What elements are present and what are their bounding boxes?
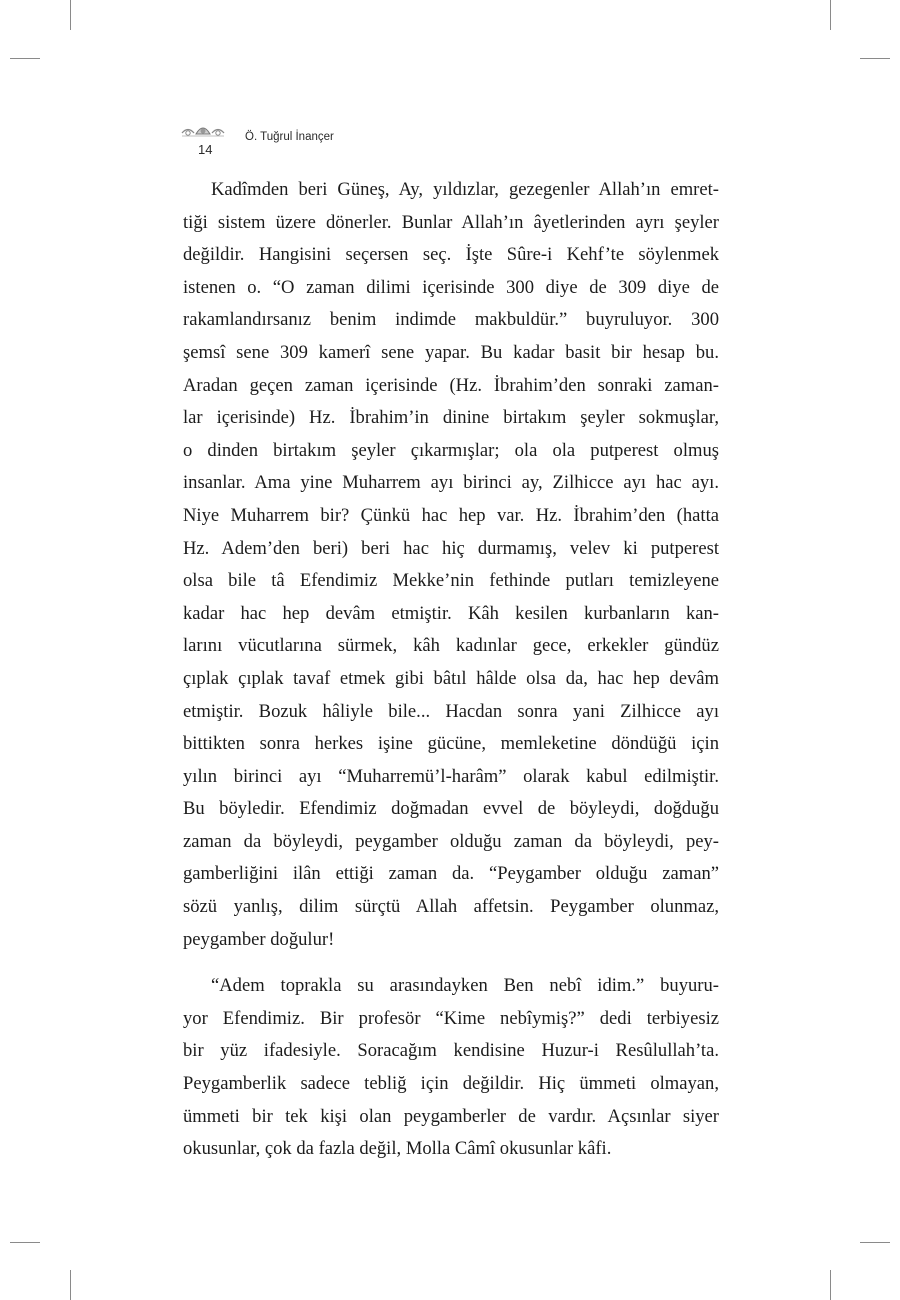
crop-mark-right-bottom (860, 1242, 890, 1243)
text-line: bir yüz ifadesiyle. Soracağım kendisine Huzur-i Resûlullah’ta. (183, 1040, 719, 1062)
lotus-ornament-icon (180, 122, 226, 140)
paragraph (183, 970, 719, 1166)
text-line: zaman da böyleydi, peygamber olduğu zaman da böyleydi, pey- (183, 830, 719, 852)
text-line: Peygamberlik sadece tebliğ için değildir. Hiç ümmeti olmayan, (183, 1073, 719, 1095)
running-header (180, 122, 580, 162)
text-line: ümmeti bir tek kişi olan peygamberler de vardır. Açsınlar siyer (183, 1105, 719, 1127)
text-line: Aradan geçen zaman içerisinde (Hz. İbrahim’den sonraki zaman- (183, 374, 719, 396)
text-line: değildir. Hangisini seçersen seç. İşte Sûre-i Kehf’te söylenmek (183, 244, 719, 266)
text-line: yor Efendimiz. Bir profesör “Kime nebîymiş?” dedi terbiyesiz (183, 1007, 719, 1029)
paragraph (183, 174, 719, 956)
crop-mark-top-left (70, 0, 71, 30)
text-line: bittikten sonra herkes işine gücüne, memleketine döndüğü için (183, 733, 719, 755)
body-text (183, 174, 719, 1166)
crop-mark-left-bottom (10, 1242, 40, 1243)
page-number: 14 (198, 142, 213, 157)
text-line: tiği sistem üzere dönerler. Bunlar Allah’ın âyetlerinden ayrı şeyler (183, 211, 719, 233)
text-line: gamberliğini ilân ettiği zaman da. “Peygamber olduğu zaman” (183, 863, 719, 885)
text-line: Niye Muharrem bir? Çünkü hac hep var. Hz. İbrahim’den (hatta (183, 504, 719, 526)
text-line: yılın birinci ayı “Muharremü’l-harâm” olarak kabul edilmiştir. (183, 765, 719, 787)
text-line: rakamlandırsanız benim indimde makbuldür.” buyruluyor. 300 (183, 309, 719, 331)
crop-mark-top-right (830, 0, 831, 30)
text-line: okusunlar, çok da fazla değil, Molla Câmî okusunlar kâfi. (183, 1138, 612, 1160)
text-line: insanlar. Ama yine Muharrem ayı birinci ay, Zilhicce ayı hac ayı. (183, 472, 719, 494)
text-line: istenen o. “O zaman dilimi içerisinde 300 diye de 309 diye de (183, 276, 719, 298)
text-line: kadar hac hep devâm etmiştir. Kâh kesilen kurbanların kan- (183, 602, 719, 624)
text-line: çıplak çıplak tavaf etmek gibi bâtıl hâlde olsa da, hac hep devâm (183, 667, 719, 689)
crop-mark-bottom-left (70, 1270, 71, 1300)
text-line: Kadîmden beri Güneş, Ay, yıldızlar, gezegenler Allah’ın emret- (211, 179, 719, 200)
text-line: Bu böyledir. Efendimiz doğmadan evvel de böyleydi, doğduğu (183, 798, 719, 820)
text-line: “Adem toprakla su arasındayken Ben nebî idim.” buyuru- (211, 975, 719, 997)
text-line: o dinden birtakım şeyler çıkarmışlar; ola ola putperest olmuş (183, 439, 719, 461)
crop-mark-bottom-right (830, 1270, 831, 1300)
text-line: Hz. Adem’den beri) beri hac hiç durmamış, velev ki putperest (183, 537, 719, 559)
text-line: şemsî sene 309 kamerî sene yapar. Bu kadar basit bir hesap bu. (183, 341, 719, 363)
crop-mark-left-top (10, 58, 40, 59)
text-line: larını vücutlarına sürmek, kâh kadınlar gece, erkekler gündüz (183, 635, 719, 657)
crop-mark-right-top (860, 58, 890, 59)
running-title: Ö. Tuğrul İnançer (245, 131, 334, 143)
text-line: etmiştir. Bozuk hâliyle bile... Hacdan sonra yani Zilhicce ayı (183, 700, 719, 722)
text-line: peygamber doğulur! (183, 928, 335, 950)
paragraph-gap (183, 956, 719, 970)
text-line: sözü yanlış, dilim sürçtü Allah affetsin. Peygamber olunmaz, (183, 896, 719, 918)
text-line: olsa bile tâ Efendimiz Mekke’nin fethinde putları temizleyene (183, 570, 719, 592)
text-line: lar içerisinde) Hz. İbrahim’in dinine birtakım şeyler sokmuşlar, (183, 407, 719, 429)
